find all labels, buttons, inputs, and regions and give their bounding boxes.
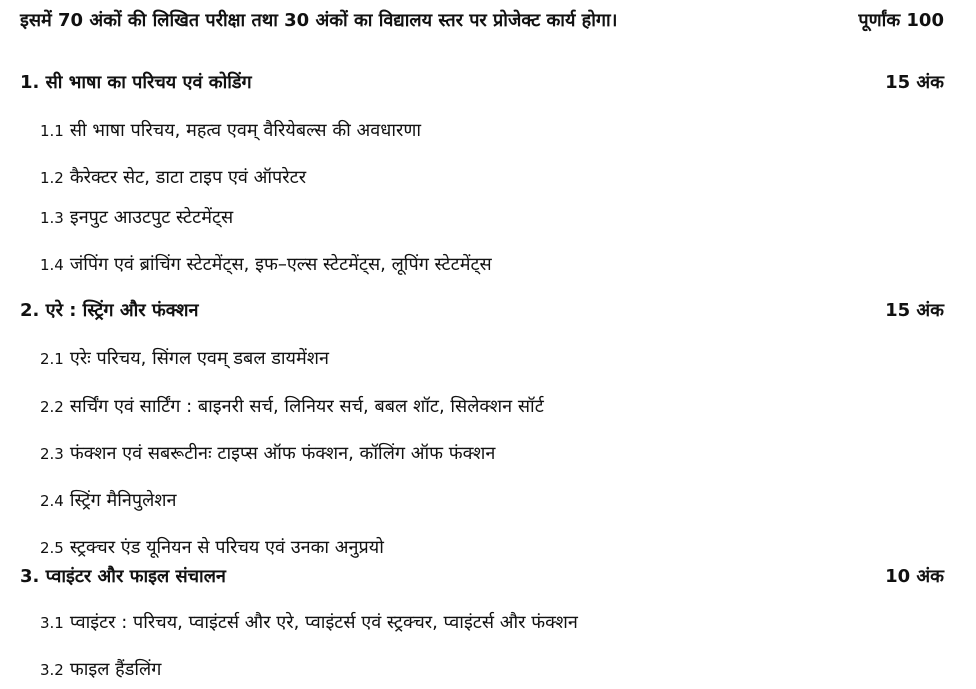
topic-row xyxy=(0,205,976,231)
unit-marks: 10 अंक xyxy=(885,566,944,587)
topic-number: 2.5 xyxy=(40,539,64,557)
unit-heading-row xyxy=(0,70,976,96)
topic-item xyxy=(40,165,306,189)
topic-row xyxy=(0,488,976,514)
topic-row xyxy=(0,252,976,278)
topic-text: सर्चिंग एवं सार्टिंग : बाइनरी सर्च, लिनियर सर्च, बबल शॉट, सिलेक्शन सॉर्ट xyxy=(69,396,544,417)
topic-item xyxy=(40,535,384,559)
topic-text: फंक्शन एवं सबरूटीनः टाइप्स ऑफ फंक्शन, कॉलिंग ऑफ फंक्शन xyxy=(69,443,496,464)
topic-text: प्वाइंटर : परिचय, प्वाइंटर्स और एरे, प्वाइंटर्स एवं स्ट्रक्चर, प्वाइंटर्स और फंक्शन xyxy=(69,612,578,633)
intro-text: इसमें 70 अंकों की लिखित परीक्षा तथा 30 अंकों का विद्यालय स्तर पर प्रोजेक्ट कार्य होगा। xyxy=(20,10,618,31)
topic-item xyxy=(40,205,233,229)
topic-text: सी भाषा परिचय, महत्व एवम् वैरियेबल्स की अवधारणा xyxy=(69,120,422,141)
unit-marks: 15 अंक xyxy=(885,72,944,93)
topic-item xyxy=(40,394,544,418)
topic-text: फाइल हैंडलिंग xyxy=(69,659,162,680)
topic-item xyxy=(40,488,177,512)
topic-text: इनपुट आउटपुट स्टेटमेंट्स xyxy=(69,207,234,228)
total-marks: पूर्णांक 100 xyxy=(858,10,944,31)
unit-title: 1. सी भाषा का परिचय एवं कोडिंग xyxy=(20,72,252,93)
topic-number: 1.4 xyxy=(40,256,64,274)
topic-row xyxy=(0,346,976,372)
topic-number: 2.3 xyxy=(40,445,64,463)
topic-item xyxy=(40,346,329,370)
topic-item xyxy=(40,657,161,681)
topic-number: 2.2 xyxy=(40,398,64,416)
topic-text: स्ट्रिंग मैनिपुलेशन xyxy=(69,490,177,511)
topic-item xyxy=(40,252,492,276)
topic-row xyxy=(0,165,976,191)
unit-heading-row xyxy=(0,298,976,324)
topic-text: कैरेक्टर सेट, डाटा टाइप एवं ऑपरेटर xyxy=(69,167,307,188)
topic-row xyxy=(0,441,976,467)
topic-text: स्ट्रक्चर एंड यूनियन से परिचय एवं उनका अनुप्रयो xyxy=(69,537,384,558)
topic-row xyxy=(0,610,976,636)
topic-item xyxy=(40,610,578,634)
topic-number: 1.2 xyxy=(40,169,64,187)
topic-number: 2.1 xyxy=(40,350,64,368)
topic-row xyxy=(0,657,976,683)
topic-number: 3.2 xyxy=(40,661,64,679)
topic-number: 1.3 xyxy=(40,209,64,227)
topic-number: 3.1 xyxy=(40,614,64,632)
topic-text: जंपिंग एवं ब्रांचिंग स्टेटमेंट्स, इफ–एल्स स्टेटमेंट्स, लूपिंग स्टेटमेंट्स xyxy=(69,254,492,275)
intro-row xyxy=(0,8,976,34)
topic-text: एरेः परिचय, सिंगल एवम् डबल डायमेंशन xyxy=(69,348,329,369)
topic-row xyxy=(0,535,976,561)
topic-row xyxy=(0,118,976,144)
topic-row xyxy=(0,394,976,420)
unit-title: 2. एरे : स्ट्रिंग और फंक्शन xyxy=(20,300,199,321)
topic-number: 2.4 xyxy=(40,492,64,510)
unit-title: 3. प्वाइंटर और फाइल संचालन xyxy=(20,566,226,587)
topic-number: 1.1 xyxy=(40,122,64,140)
topic-item xyxy=(40,118,421,142)
unit-heading-row xyxy=(0,564,976,590)
unit-marks: 15 अंक xyxy=(885,300,944,321)
topic-item xyxy=(40,441,495,465)
